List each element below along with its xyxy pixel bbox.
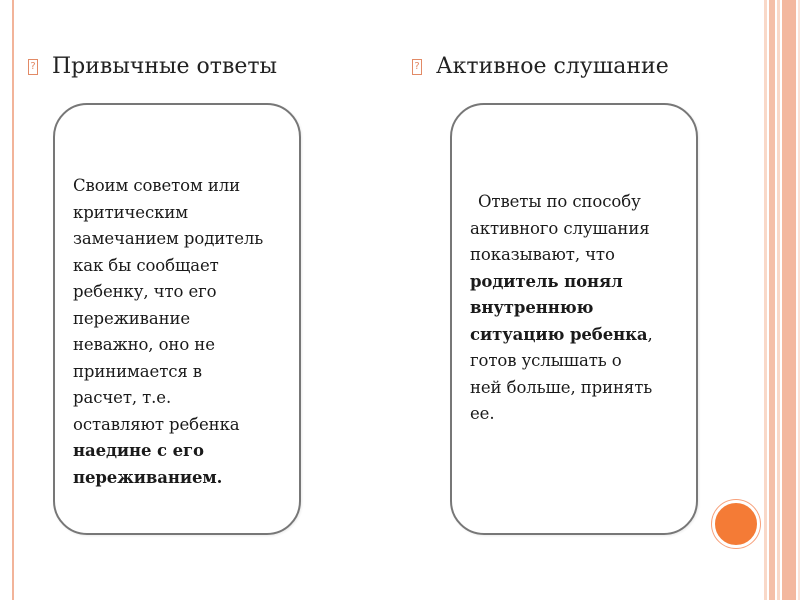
habitual-answers-card (53, 103, 301, 535)
heading-text: Активное слушание (436, 54, 669, 79)
text-line: как бы сообщает (73, 255, 219, 275)
text-line: ее. (470, 404, 495, 423)
text-line: активного слушания (470, 218, 650, 238)
card-text (470, 189, 690, 428)
text-line: принимается в (73, 361, 203, 381)
text-line: ней больше, принять (470, 377, 653, 397)
decor-stripe (777, 0, 780, 600)
text-line: расчет, т.е. (73, 388, 172, 407)
heading-habitual-answers (28, 54, 277, 79)
bullet-icon: ? (28, 59, 38, 75)
active-listening-card (450, 103, 698, 535)
left-accent-line (12, 0, 14, 600)
text-line: оставляют ребенка (73, 414, 240, 434)
text-line: Ответы по способу (478, 192, 641, 211)
bold-text-line: наедине с его (73, 441, 204, 460)
bold-text-line: внутреннюю (470, 298, 594, 317)
text-line: неважно, оно не (73, 335, 215, 354)
text-line: показывают, что (470, 245, 615, 264)
decor-stripe (764, 0, 767, 600)
text-line: готов услышать о (470, 351, 622, 370)
decorative-circle (712, 500, 760, 548)
decor-stripe (782, 0, 796, 600)
right-decorative-stripes (762, 0, 800, 600)
punctuation: , (647, 324, 653, 344)
heading-active-listening (412, 54, 669, 79)
text-line: ребенку, что его (73, 282, 217, 301)
text-line: Своим советом или (73, 176, 241, 195)
heading-text: Привычные ответы (52, 54, 278, 79)
bold-text-line: ситуацию ребенка (470, 324, 648, 344)
bold-text-line: переживанием. (73, 467, 223, 487)
text-line: замечанием родитель (73, 229, 264, 248)
bold-text-line: родитель понял (470, 271, 623, 291)
text-line: переживание (73, 308, 191, 328)
bullet-icon: ? (412, 59, 422, 75)
card-text (73, 173, 293, 491)
decor-stripe (769, 0, 775, 600)
text-line: критическим (73, 202, 188, 222)
